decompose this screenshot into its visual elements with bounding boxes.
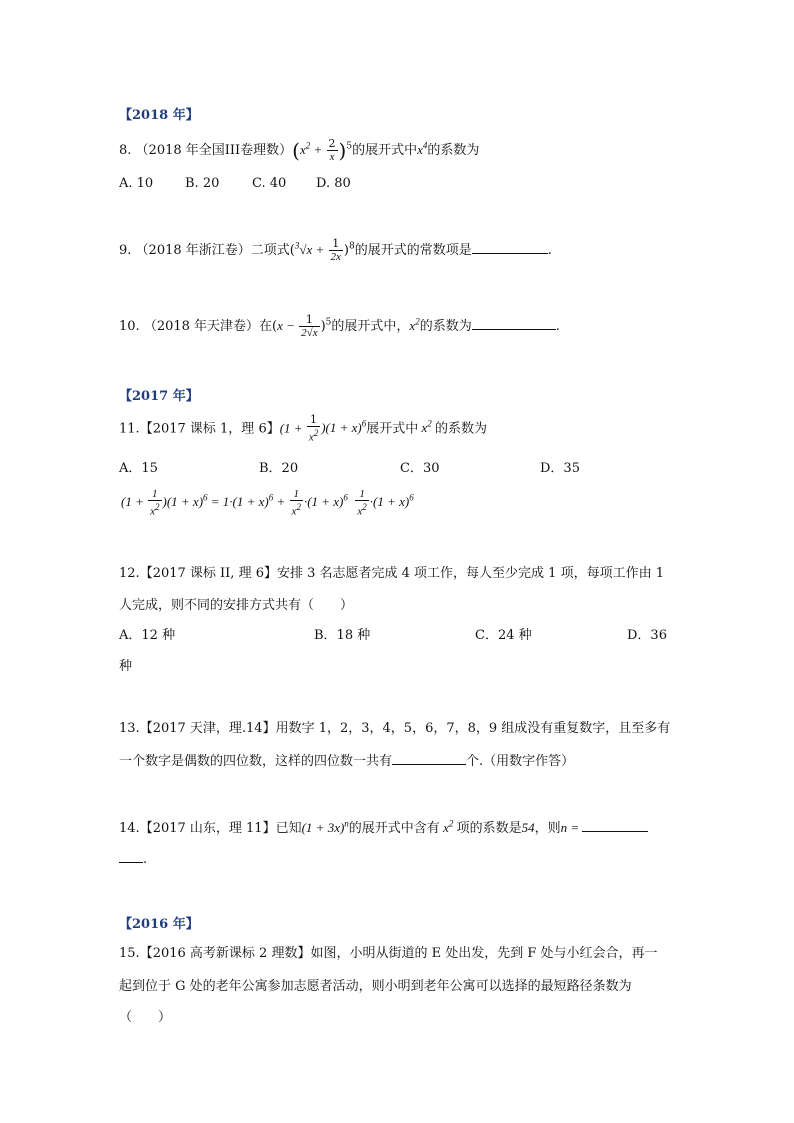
- q10-after: 的展开式中，: [331, 319, 410, 334]
- q15-line2: 起到位于 G 处的老年公寓参加志愿者活动，则小明到老年公寓可以选择的最短路径条数为: [119, 979, 632, 994]
- q8-tail: 的系数为: [427, 143, 480, 158]
- q13-number: 13.: [119, 721, 140, 736]
- q13-line2: [119, 750, 574, 769]
- q11-expansion-formula: (1 + $\frac{1}{x^2}$ )$(1 + x)^6 = 1\cdot(1 + x)^6$ + $\frac{1}{x^2}$ $\cdot(1 + x)^6$ $\frac{1}{x^2}$ $\cdot(1 + x)^6$: [121, 488, 414, 518]
- q13-line1: 【2017 天津，理.14】用数字 1，2，3，4，5，6，7，8，9 组成没有重复数字，且至多有: [139, 721, 671, 736]
- q11-option-d: D．35: [540, 461, 580, 476]
- q13-line2-text: 一个数字是偶数的四位数，这样的四位数一共有: [119, 754, 393, 769]
- q11-option-c: C．30: [400, 461, 440, 476]
- q14-pre: 【2017 山东，理 11】已知: [139, 821, 302, 836]
- question-8: 8. （2018 年全国III卷理数）($x^2$ + $\frac{2}{x}$ )$^5$的展开式中$x^4$的系数为: [119, 137, 480, 163]
- q12-number: 12.: [119, 566, 140, 581]
- q10-number: 10.: [119, 319, 140, 334]
- q11-tail: 的系数为: [435, 421, 488, 437]
- question-13: [119, 717, 670, 736]
- q8-option-a: A. 10: [119, 176, 154, 191]
- q11-after: 展开式中: [366, 421, 419, 437]
- q14-end: .: [143, 852, 148, 867]
- q13-line2-tail: 个.（用数字作答）: [466, 754, 575, 769]
- q8-option-d: D. 80: [316, 176, 351, 191]
- section-2017-heading: 【2017 年】: [119, 389, 199, 404]
- q9-fraction: $\frac{1}{2x}$: [330, 237, 341, 263]
- q9-number: 9.: [119, 243, 132, 258]
- q11-option-a: A．15: [119, 461, 158, 476]
- q12-line2: 人完成，则不同的安排方式共有（ ）: [119, 598, 354, 613]
- q10-fraction: $\frac{1}{2√x}$: [301, 313, 318, 339]
- q14-mid: 的展开式中含有: [348, 821, 440, 836]
- question-14: 14.【2017 山东，理 11】已知$(1 + 3x)^n$的展开式中含有 $x^2$ 项的系数是54，则n =: [119, 817, 648, 836]
- q14-mid2: 项的系数是: [456, 821, 522, 836]
- question-11: 11.【2017 课标 1，理 6】(1 + $\frac{1}{x^2}$ )$(1 + x)^6$展开式中 $x^2$ 的系数为: [119, 413, 488, 444]
- q12-line1: 【2017 课标 II, 理 6】安排 3 名志愿者完成 4 项工作，每人至少完成 1 项，每项工作由 1: [139, 566, 664, 581]
- q11-source: 【2017 课标 1，理 6】: [139, 421, 280, 437]
- q12-option-d: D．36: [627, 628, 667, 643]
- q12-option-b: B．18 种: [314, 628, 371, 643]
- question-15: [119, 942, 657, 961]
- q8-option-c: C. 40: [252, 176, 287, 191]
- q9-answer-blank[interactable]: [472, 241, 548, 254]
- q15-line1: 【2016 高考新课标 2 理数】如图，小明从街道的 E 处出发，先到 F 处与小红会合，再一: [139, 946, 658, 961]
- q9-after: 的展开式的常数项是: [354, 243, 472, 258]
- question-9: 9. （2018 年浙江卷）二项式($^3$√x + $\frac{1}{2x}$ )$^8$的展开式的常数项是 .: [119, 237, 552, 263]
- q8-source: （2018 年全国III卷理数）: [135, 143, 293, 158]
- q10-end: .: [555, 319, 560, 334]
- question-10: 10. （2018 年天津卷）在(x − $\frac{1}{2√x}$ )$^5$的展开式中，$x^2$的系数为 .: [119, 313, 560, 339]
- q10-tail: 的系数为: [419, 319, 472, 334]
- q10-answer-blank[interactable]: [472, 317, 556, 330]
- q14-n: n =: [560, 820, 580, 835]
- q8-option-b: B. 20: [185, 176, 220, 191]
- q11-fraction: $\frac{1}{x^2}$: [308, 413, 319, 444]
- q14-answer-blank-cont[interactable]: [119, 850, 143, 863]
- section-2016-heading: 【2016 年】: [119, 917, 199, 932]
- q14-post: ，则: [534, 821, 561, 836]
- q9-source: （2018 年浙江卷）二项式: [135, 243, 290, 258]
- q14-coef: 54: [521, 820, 535, 835]
- q12-option-a: A．12 种: [119, 628, 176, 643]
- q9-end: .: [547, 243, 552, 258]
- q8-after: 的展开式中: [352, 143, 418, 158]
- q10-source: （2018 年天津卷）在: [143, 319, 273, 334]
- q15-number: 15.: [119, 946, 140, 961]
- q14-number: 14.: [119, 821, 140, 836]
- q12-option-d-wrap: 种: [119, 659, 133, 674]
- q11-number: 11.: [119, 421, 140, 437]
- q15-line3: （ ）: [119, 1010, 172, 1025]
- q8-number: 8.: [119, 143, 132, 158]
- q14-answer-blank[interactable]: [582, 819, 648, 832]
- section-2018-heading: 【2018 年】: [119, 108, 199, 123]
- q12-option-c: C．24 种: [475, 628, 532, 643]
- q14-line2: [119, 850, 147, 867]
- q11-option-b: B．20: [259, 461, 299, 476]
- q13-answer-blank[interactable]: [392, 752, 466, 765]
- q8-fraction: $\frac{2}{x}$: [328, 137, 336, 163]
- question-12: [119, 562, 664, 581]
